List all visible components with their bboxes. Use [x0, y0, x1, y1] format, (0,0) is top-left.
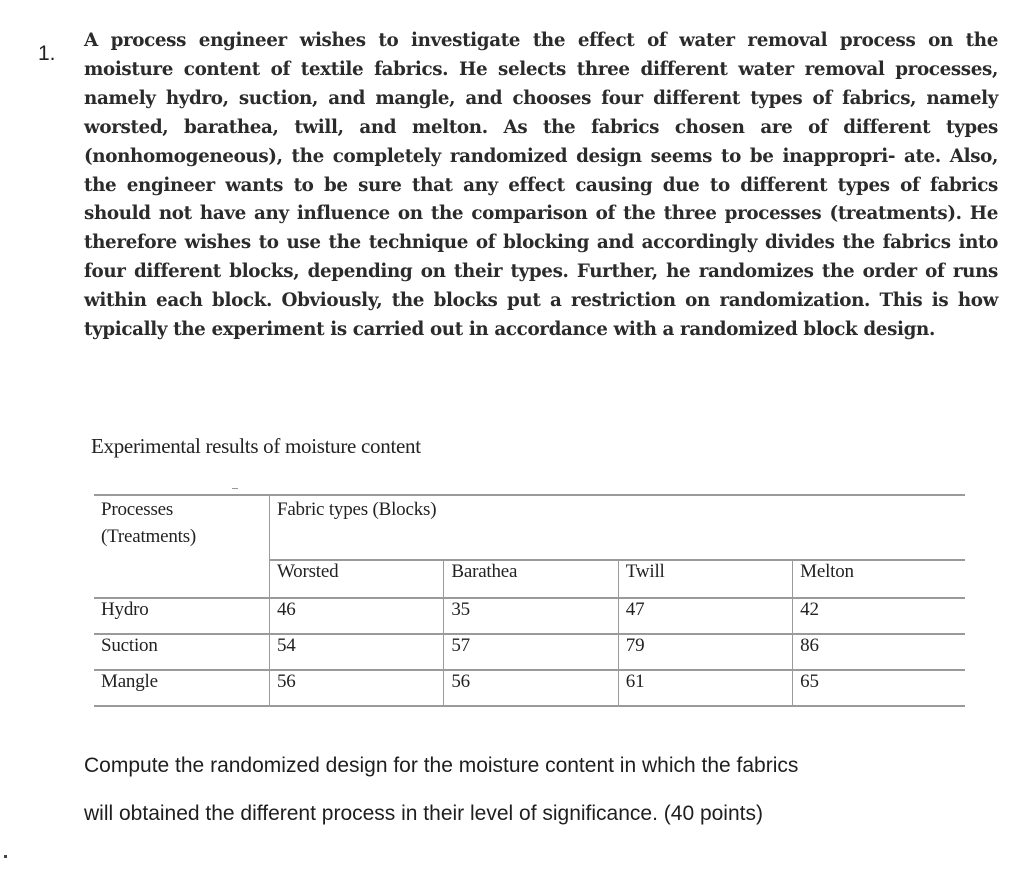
task-instruction: [84, 742, 984, 838]
process-label: Hydro: [94, 598, 269, 634]
value-cell: 46: [269, 598, 443, 634]
value-cell: 65: [793, 670, 965, 706]
fabric-header-melton: Melton: [793, 560, 965, 598]
column-group-header: Fabric types (Blocks): [269, 495, 965, 560]
value-cell: 54: [269, 634, 443, 670]
value-cell: 57: [444, 634, 618, 670]
row-header-label-line2: (Treatments): [101, 526, 197, 547]
table-rule-tick: [232, 488, 238, 489]
table-header-row: [94, 495, 965, 560]
process-label: Suction: [94, 634, 269, 670]
row-header-label-line1: Processes: [101, 499, 174, 520]
value-cell: 35: [444, 598, 618, 634]
value-cell: 56: [269, 670, 443, 706]
value-cell: 42: [793, 598, 965, 634]
table-row: [94, 598, 965, 634]
fabric-header-barathea: Barathea: [444, 560, 618, 598]
table-caption: Experimental results of moisture content: [91, 434, 421, 458]
results-table: [94, 494, 965, 707]
task-line-2: will obtained the different process in their level of significance. (40 points): [84, 802, 763, 825]
fabric-header-twill: Twill: [618, 560, 792, 598]
fabric-header-worsted: Worsted: [269, 560, 443, 598]
value-cell: 61: [618, 670, 792, 706]
row-header-cell: [94, 495, 269, 598]
value-cell: 79: [618, 634, 792, 670]
process-label: Mangle: [94, 670, 269, 706]
table-row: [94, 670, 965, 706]
value-cell: 56: [444, 670, 618, 706]
value-cell: 47: [618, 598, 792, 634]
question-number: 1.: [38, 42, 56, 65]
table-row: [94, 634, 965, 670]
stray-dot: [4, 855, 7, 858]
value-cell: 86: [793, 634, 965, 670]
task-line-1: Compute the randomized design for the moisture content in which the fabrics: [84, 754, 799, 777]
problem-statement: A process engineer wishes to investigate the effect of water removal process on the moisture content of textile fabrics. He selects three different water removal processes, namely hydro, suction, and mangle, and chooses four different types of fabrics, namely worsted, barathea, twill, and melton. As the fabrics chosen are of different types (nonhomogeneous), the completely randomized design seems to be inappropri- ate. Also, the engineer wants to be sure that any effect causing due to different types of fabrics should not have any influence on the comparison of the three processes (treatments). He therefore wishes to use the technique of blocking and accordingly divides the fabrics into four different blocks, depending on their types. Further, he randomizes the order of runs within each block. Obviously, the blocks put a restriction on randomization. This is how typically the experiment is carried out in accordance with a randomized block design.: [84, 30, 998, 341]
